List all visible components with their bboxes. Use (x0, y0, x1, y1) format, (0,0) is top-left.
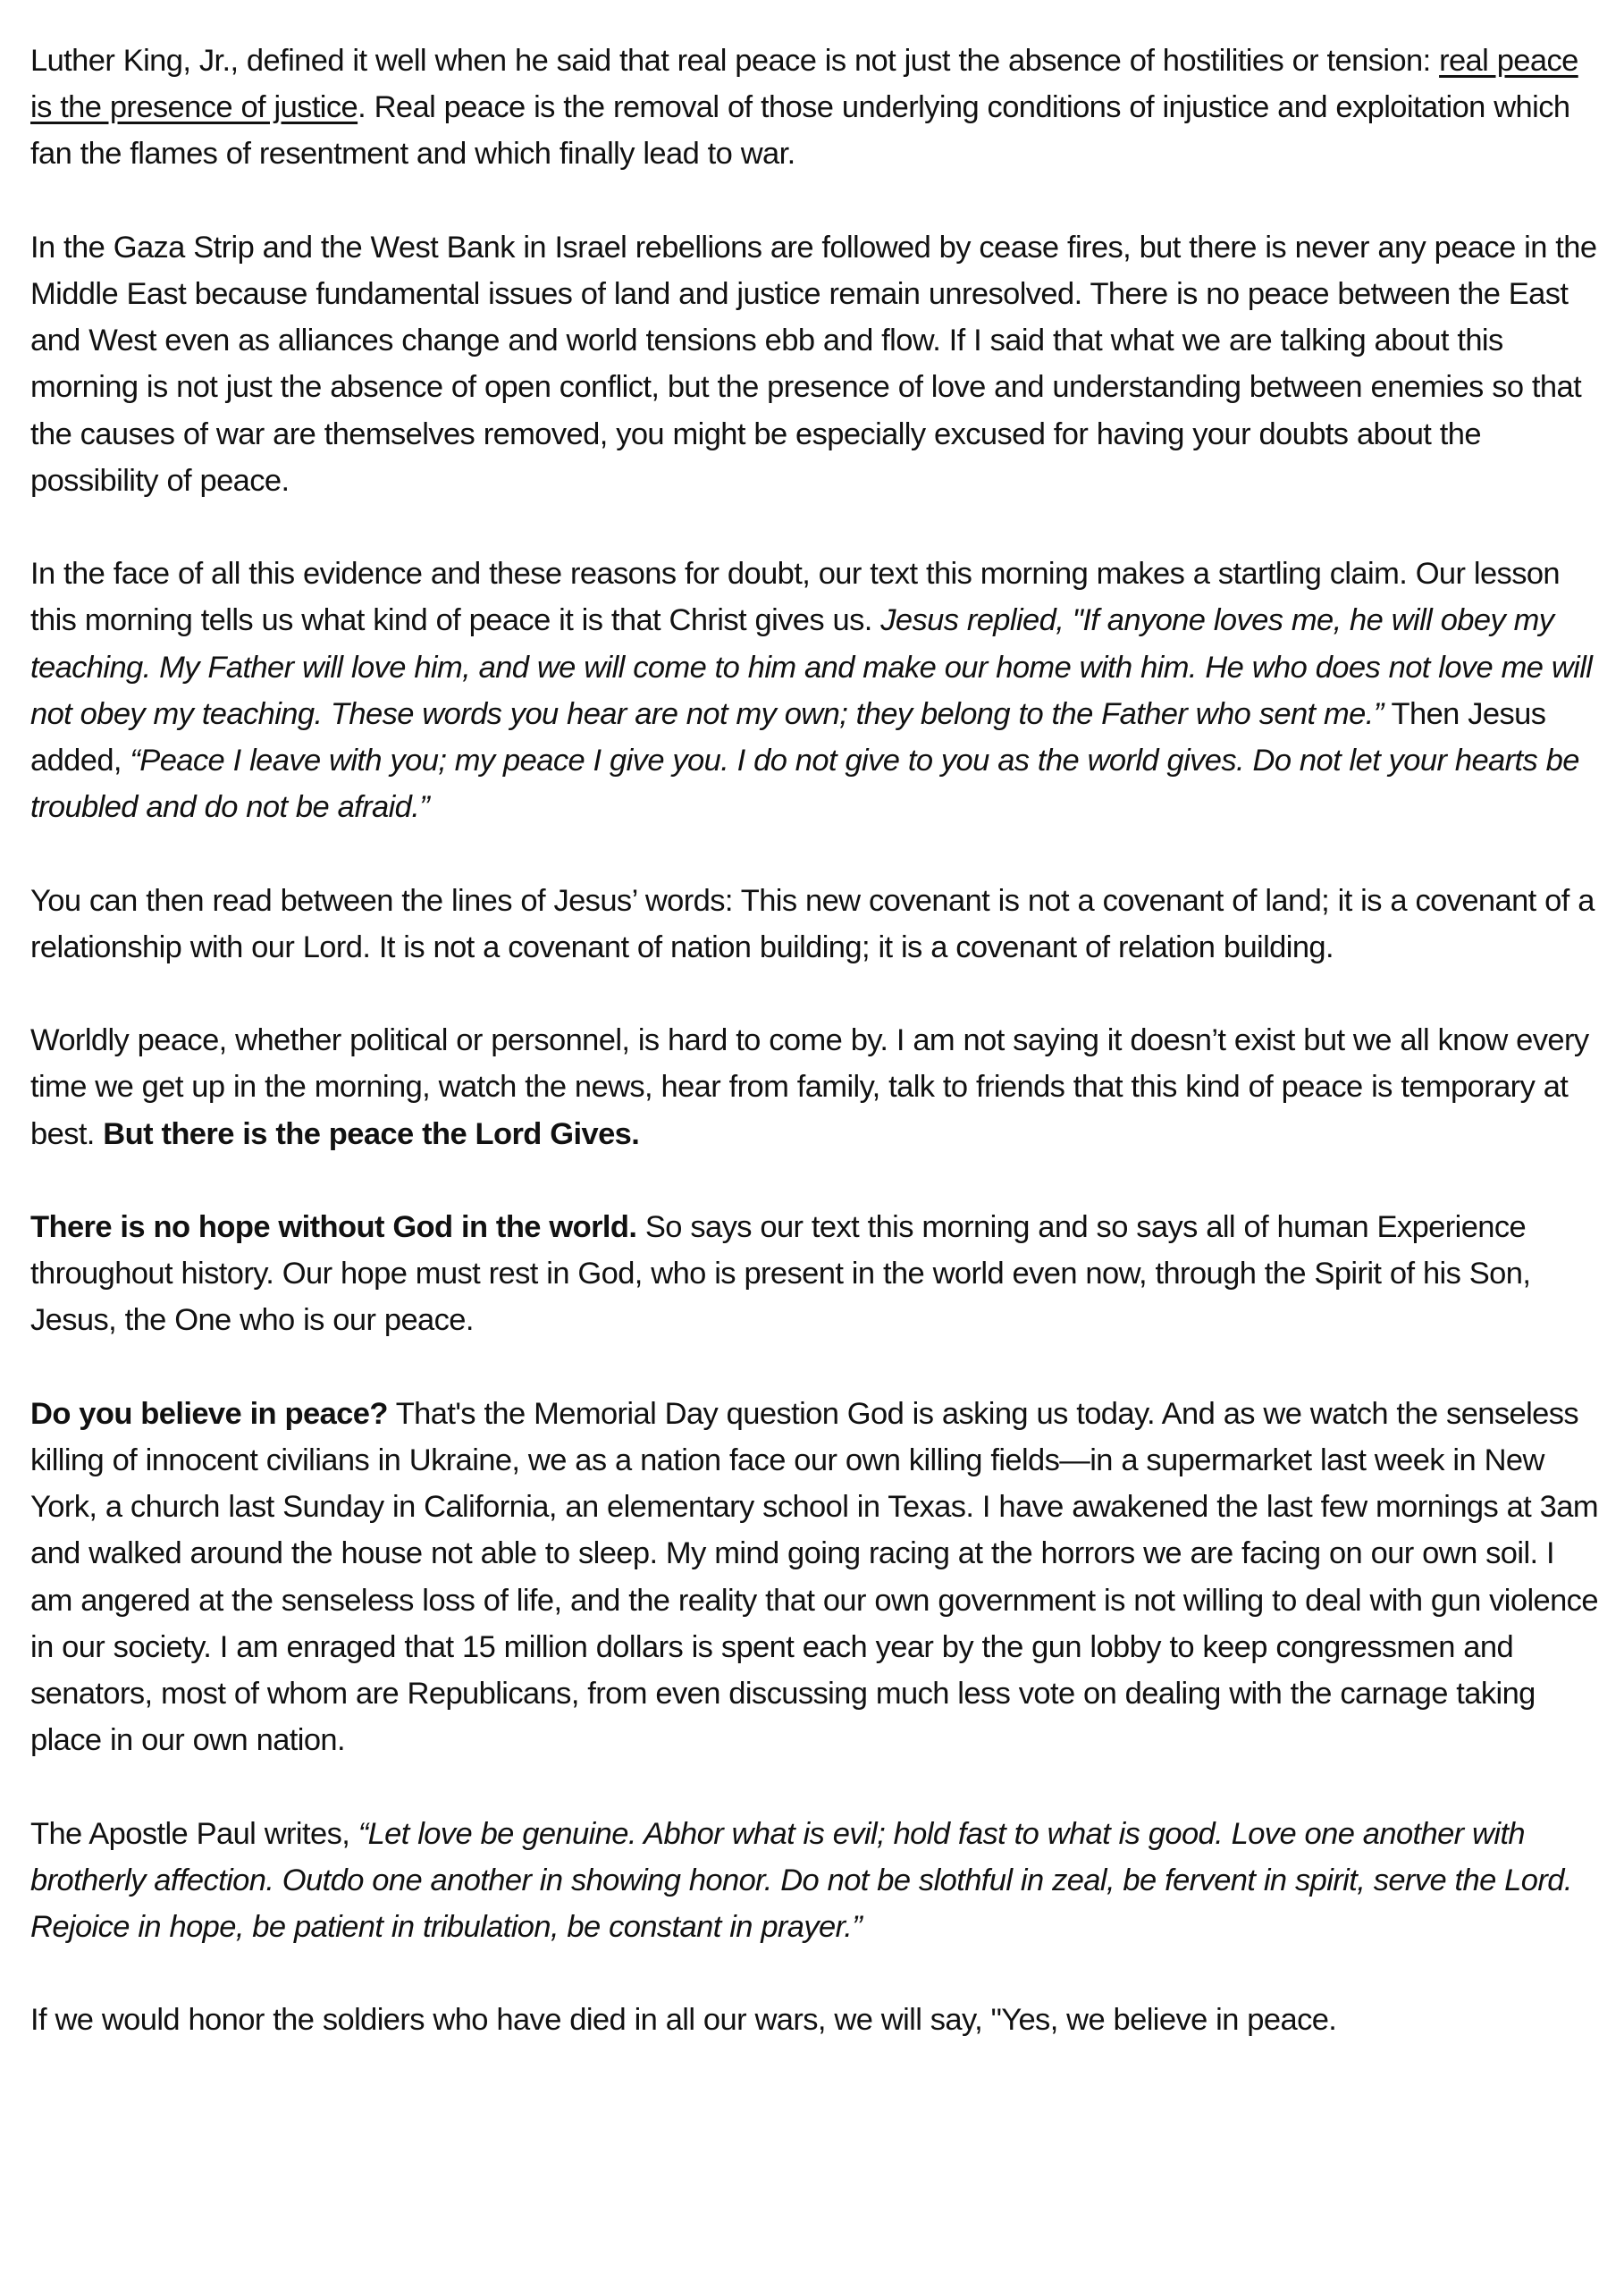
italic-quote: “Let love be genuine. Abhor what is evil; hold fast to what is good. Love one another with brotherly affection. Outdo one another in showing honor. Do not be slothful in zeal, be fervent in spirit, serve the Lord. Rejoice in hope, be patient in tribulation, be constant in prayer.” (30, 1816, 1572, 1945)
paragraph-7 (30, 1391, 1603, 1764)
paragraph-4 (30, 878, 1603, 971)
bold-text: Do you believe in peace? (30, 1396, 388, 1431)
text-run: Luther King, Jr., defined it well when he said that real peace is not just the absence of hostilities or tension: (30, 44, 1440, 78)
text-run: That's the Memorial Day question God is asking us today. And as we watch the senseless killing of innocent civilians in Ukraine, we as a nation face our own killing fields—in a supermarket last week in New York, a church last Sunday in California, an elementary school in Texas. I have awakened the last few mornings at 3am and walked around the house not able to sleep. My mind going racing at the horrors we are facing on our own soil. I am angered at the senseless loss of life, and the reality that our own government is not willing to deal with gun violence in our society. I am enraged that 15 million dollars is spent each year by the gun lobby to keep congressmen and senators, most of whom are Republicans, from even discussing much less vote on dealing with the carnage taking place in our own nation. (30, 1396, 1598, 1758)
underlined-text: real peace is the presence of justice (30, 44, 1578, 125)
text-run: Then Jesus added, (30, 696, 1546, 778)
bold-text: But there is the peace the Lord Gives. (103, 1116, 640, 1151)
italic-quote: “Peace I leave with you; my peace I give you. I do not give to you as the world gives. Do not let your hearts be troubled and do not be afraid.” (30, 744, 1579, 825)
paragraph-2 (30, 224, 1603, 504)
bold-text: There is no hope without God in the world. (30, 1210, 637, 1244)
paragraph-5 (30, 1017, 1603, 1157)
paragraph-1 (30, 38, 1603, 178)
text-run: In the face of all this evidence and these reasons for doubt, our text this morning makes a startling claim. Our lesson this morning tells us what kind of peace it is that Christ gives us. (30, 557, 1561, 638)
paragraph-9 (30, 1997, 1603, 2043)
italic-quote: Jesus replied, "If anyone loves me, he will obey my teaching. My Father will love him, and we will come to him and make our home with him. He who does not love me will not obey my teaching. These words you hear are not my own; they belong to the Father who sent me.” (30, 603, 1593, 731)
text-run: You can then read between the lines of Jesus’ words: This new covenant is not a covenant of land; it is a covenant of a relationship with our Lord. It is not a covenant of nation building; it is a covenant of relation building. (30, 883, 1595, 964)
paragraph-3 (30, 551, 1603, 830)
text-run: The Apostle Paul writes, (30, 1816, 358, 1851)
paragraph-6 (30, 1204, 1603, 1344)
text-run: If we would honor the soldiers who have died in all our wars, we will say, "Yes, we believe in peace. (30, 2003, 1337, 2038)
text-run: Worldly peace, whether political or personnel, is hard to come by. I am not saying it doesn’t exist but we all know every time we get up in the morning, watch the news, hear from family, talk to friends that this kind of peace is temporary at best. (30, 1023, 1589, 1151)
text-run: In the Gaza Strip and the West Bank in Israel rebellions are followed by cease fires, but there is never any peace in the Middle East because fundamental issues of land and justice remain unresolved. There is no peace between the East and West even as alliances change and world tensions ebb and flow. If I said that what we are talking about this morning is not just the absence of open conflict, but the presence of love and understanding between enemies so that the causes of war are themselves removed, you might be especially excused for having your doubts about the possibility of peace. (30, 230, 1597, 498)
paragraph-8 (30, 1811, 1603, 1951)
text-run: So says our text this morning and so says all of human Experience throughout history. Our hope must rest in God, who is present in the world even now, through the Spirit of his Son, Jesus, the One who is our peace. (30, 1210, 1531, 1338)
text-run: . Real peace is the removal of those underlying conditions of injustice and exploitation which fan the flames of resentment and which finally lead to war. (30, 90, 1570, 172)
document-page (30, 38, 1603, 2044)
